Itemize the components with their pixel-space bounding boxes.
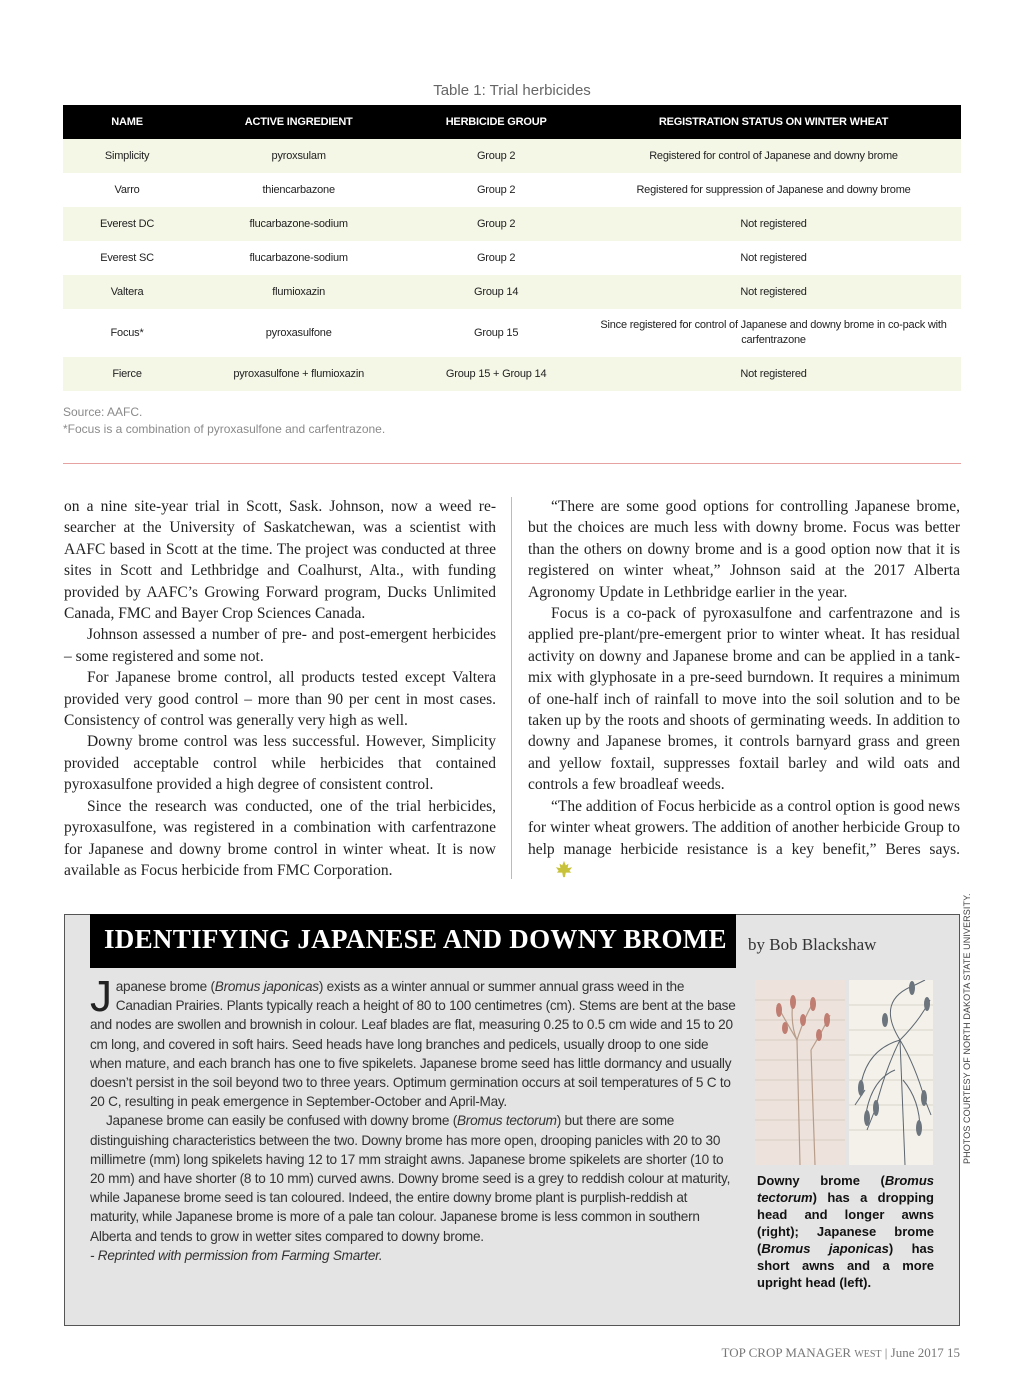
caption-text: ) has short awns and a more upright head (left). [757,1241,935,1290]
cell-name: Everest SC [100,252,154,264]
reprint-note [90,1246,736,1265]
cell-ingredient: pyroxasulfone + flumioxazin [191,357,406,391]
caption-text: ) has a dropping head and longer awns (right); Japanese brome ( [757,1190,934,1256]
sidebar-text: apanese brome ( [115,979,215,994]
species-name: Bromus tectorum [456,1113,557,1129]
cell-ingredient: pyroxsulam [191,139,406,173]
table-title: Table 1: Trial herbicides [433,82,591,99]
cell-group: Group 2 [406,139,586,173]
table-row [63,173,961,207]
table-row [63,207,961,241]
article-column-right [528,496,960,884]
table-row [63,241,961,275]
reprint-text: - Reprinted with permission from Farming Smarter. [90,1247,383,1263]
magazine-name: TOP CROP MANAGER [721,1345,852,1360]
cell-name: Varro [114,184,140,196]
sidebar-text: ) but there are some distinguishing characteristics between the two. Downy brome has more open, drooping panicles with 20 to 30 millimetre (mm) long spikelets having 12 to 17 mm straight awns. Japanese brome spikelets are shorter (10 to 20 mm) and have shorter (8 to 10 mm) curved awns. Downy brome seed is a grey to reddish colour at maturity, while Japanese brome seed is tan coloured. Indeed, the entire downy brome plant is purplish-reddish at maturity, while Japanese brome is more of a pale tan colour. Japanese brome is less common in southern Alberta and tends to grow in wetter sites compared to downy brome. [90,1113,731,1244]
cell-status: Not registered [740,251,807,264]
drop-cap: J [90,972,112,1021]
caption-text: Downy brome ( [757,1173,885,1188]
cell-status: Not registered [586,275,961,309]
cell-name: Everest DC [63,207,191,241]
article-paragraph: “There are some good options for controlling Japanese brome, but the choices are much less with downy brome. Focus was better than the others on downy brome and is a good option now that it is registered on winter wheat,” Johnson said at the 2017 Alberta Agronomy Update in Lethbridge earlier in the year. [528,498,960,601]
issue-date: June 2017 [890,1345,944,1360]
header-herbicide-group: HERBICIDE GROUP [406,105,586,139]
cell-group: Group 2 [476,184,516,196]
magazine-edition: WEST [854,1349,882,1360]
cell-group: Group 2 [406,207,586,241]
downy-brome-photo [849,980,933,1165]
table-source: Source: AAFC. [63,405,143,419]
species-name: Bromus japonicas [761,1241,889,1256]
closing-paragraph-text: “The addition of Focus herbicide as a control option is good news for winter wheat growers. The addition of another herbicide Group to help manage herbicide resistance is a key benefit,” Beres says. [528,797,960,858]
article-paragraph: Johnson assessed a number of pre- and post-emergent herbicides – some registered and some not. [64,626,496,665]
article-paragraph: Downy brome control was less successful. However, Simplicity provided acceptable control while herbicides that contained pyroxasulfone provided a high degree of consistent control. [64,733,496,794]
species-name: Bromus tectorum [757,1173,934,1205]
cell-status: Not registered [586,357,961,391]
cell-name: Valtera [63,275,191,309]
sidebar-paragraph [90,972,736,1111]
page-footer: TOP CROP MANAGER WEST | June 2017 15 [721,1345,960,1360]
divider-rule [63,463,961,464]
cell-ingredient: flucarbazone-sodium [191,207,406,241]
cell-group: Group 2 [476,252,516,264]
article-paragraph [528,796,960,885]
japanese-brome-photo [755,980,845,1165]
species-name: Bromus japonicas [214,979,319,994]
sidebar-title: IDENTIFYING JAPANESE AND DOWNY BROME [104,924,727,954]
article-paragraph: Since the research was conducted, one of the trial herbicides, pyroxasulfone, was registered in a combination with carfentrazone for Japanese and downy brome control in winter wheat. It is now available as Focus herbicide from FMC Corporation. [64,797,496,879]
cell-name: Focus* [110,327,144,339]
cell-name: Fierce [63,357,191,391]
cell-status: Registered for control of Japanese and downy brome [586,139,961,173]
table-row [63,275,961,309]
sidebar-text: ) exists as a winter annual or summer annual grass weed in the Canadian Prairies. Plants typically reach a height of 80 to 100 centimetres (cm). Stems are bent at the base and nodes are swollen and brownish in colour. Leaf blades are flat, measuring 0.25 to 0.5 cm wide and 15 to 20 cm long, and covered in soft hairs. Seed heads have long branches and pedicels, usually droop to one side when mature, and each branch has one to five spikelets. Japanese brome seed has little dormancy and usually doesn’t persist in the soil beyond two to three years. Optimum germination occurs at soil temperatures of 5 C to 20 C, resulting in peak emergence in September-October and April-May. [90,979,736,1110]
cell-ingredient: thiencarbazone [262,184,335,196]
sidebar-text: Japanese brome can easily be confused with downy brome ( [106,1113,457,1129]
cell-group: Group 14 [406,275,586,309]
cell-group: Group 15 + Group 14 [406,357,586,391]
column-divider [511,497,512,879]
article-column-left [64,496,496,881]
header-registration-status: REGISTRATION STATUS ON WINTER WHEAT [586,105,961,139]
table-footnote: *Focus is a combination of pyroxasulfone and carfentrazone. [63,422,386,436]
table-header-row [63,105,961,139]
photo-credit [950,893,972,1164]
maple-leaf-icon [532,860,573,884]
article-paragraph: For Japanese brome control, all products tested except Valtera provided very good control – more than 90 per cent in most cases. Consistency of control was generally very high as well. [64,669,496,730]
table-row [63,139,961,173]
cell-name: Simplicity [63,139,191,173]
cell-ingredient: flucarbazone-sodium [249,252,348,264]
photo-caption [757,1172,934,1291]
table-notes [63,404,385,438]
header-name: NAME [63,105,191,139]
table-row [63,357,961,391]
sidebar-paragraph [90,1111,736,1245]
page-number: 15 [947,1345,960,1360]
article-paragraph: on a nine site-year trial in Scott, Sask. Johnson, now a weed researcher at the University of Saskatchewan, was a scientist with AAFC based in Scott at the time. The project was conducted at three sites in Scott and Lethbridge and Coalhurst, Alta., with funding provided by AAFC’s Growing Forward program, Ducks Unlimited Canada, FMC and Bayer Crop Sciences Canada. [64,498,496,623]
cell-status: Not registered [586,207,961,241]
cell-ingredient: pyroxasulfone [265,327,332,339]
sidebar-body [90,972,736,1265]
herbicide-table [63,105,961,391]
cell-ingredient: flumioxazin [191,275,406,309]
cell-status: Registered for suppression of Japanese and downy brome [636,183,911,196]
photo-credit-text: PHOTOS COURTESY OF NORTH DAKOTA STATE UNIVERSITY. [962,893,972,1164]
article-paragraph: Focus is a co-pack of pyroxasulfone and carfentrazone and is applied pre-plant/pre-emergent prior to winter wheat. It has residual activity on downy and Japanese brome and can be applied in a tank-mix with glyphosate in a pre-seed burndown. It requires a minimum of one-half inch of rainfall to move into the soil solution and to be taken up by the roots and shoots of germinating weeds. In addition to downy and Japanese bromes, it controls barnyard grass and green and yellow foxtail, suppresses foxtail barley and wild oats and controls a few broadleaf weeds. [528,605,960,794]
cell-status: Since registered for control of Japanese and downy brome in co-pack with carfentrazone [600,319,947,346]
table-row [63,309,961,357]
cell-group: Group 15 [474,327,519,339]
brome-photos [755,980,933,1165]
sidebar-byline: by Bob Blackshaw [748,935,877,954]
header-active-ingredient: ACTIVE INGREDIENT [191,105,406,139]
